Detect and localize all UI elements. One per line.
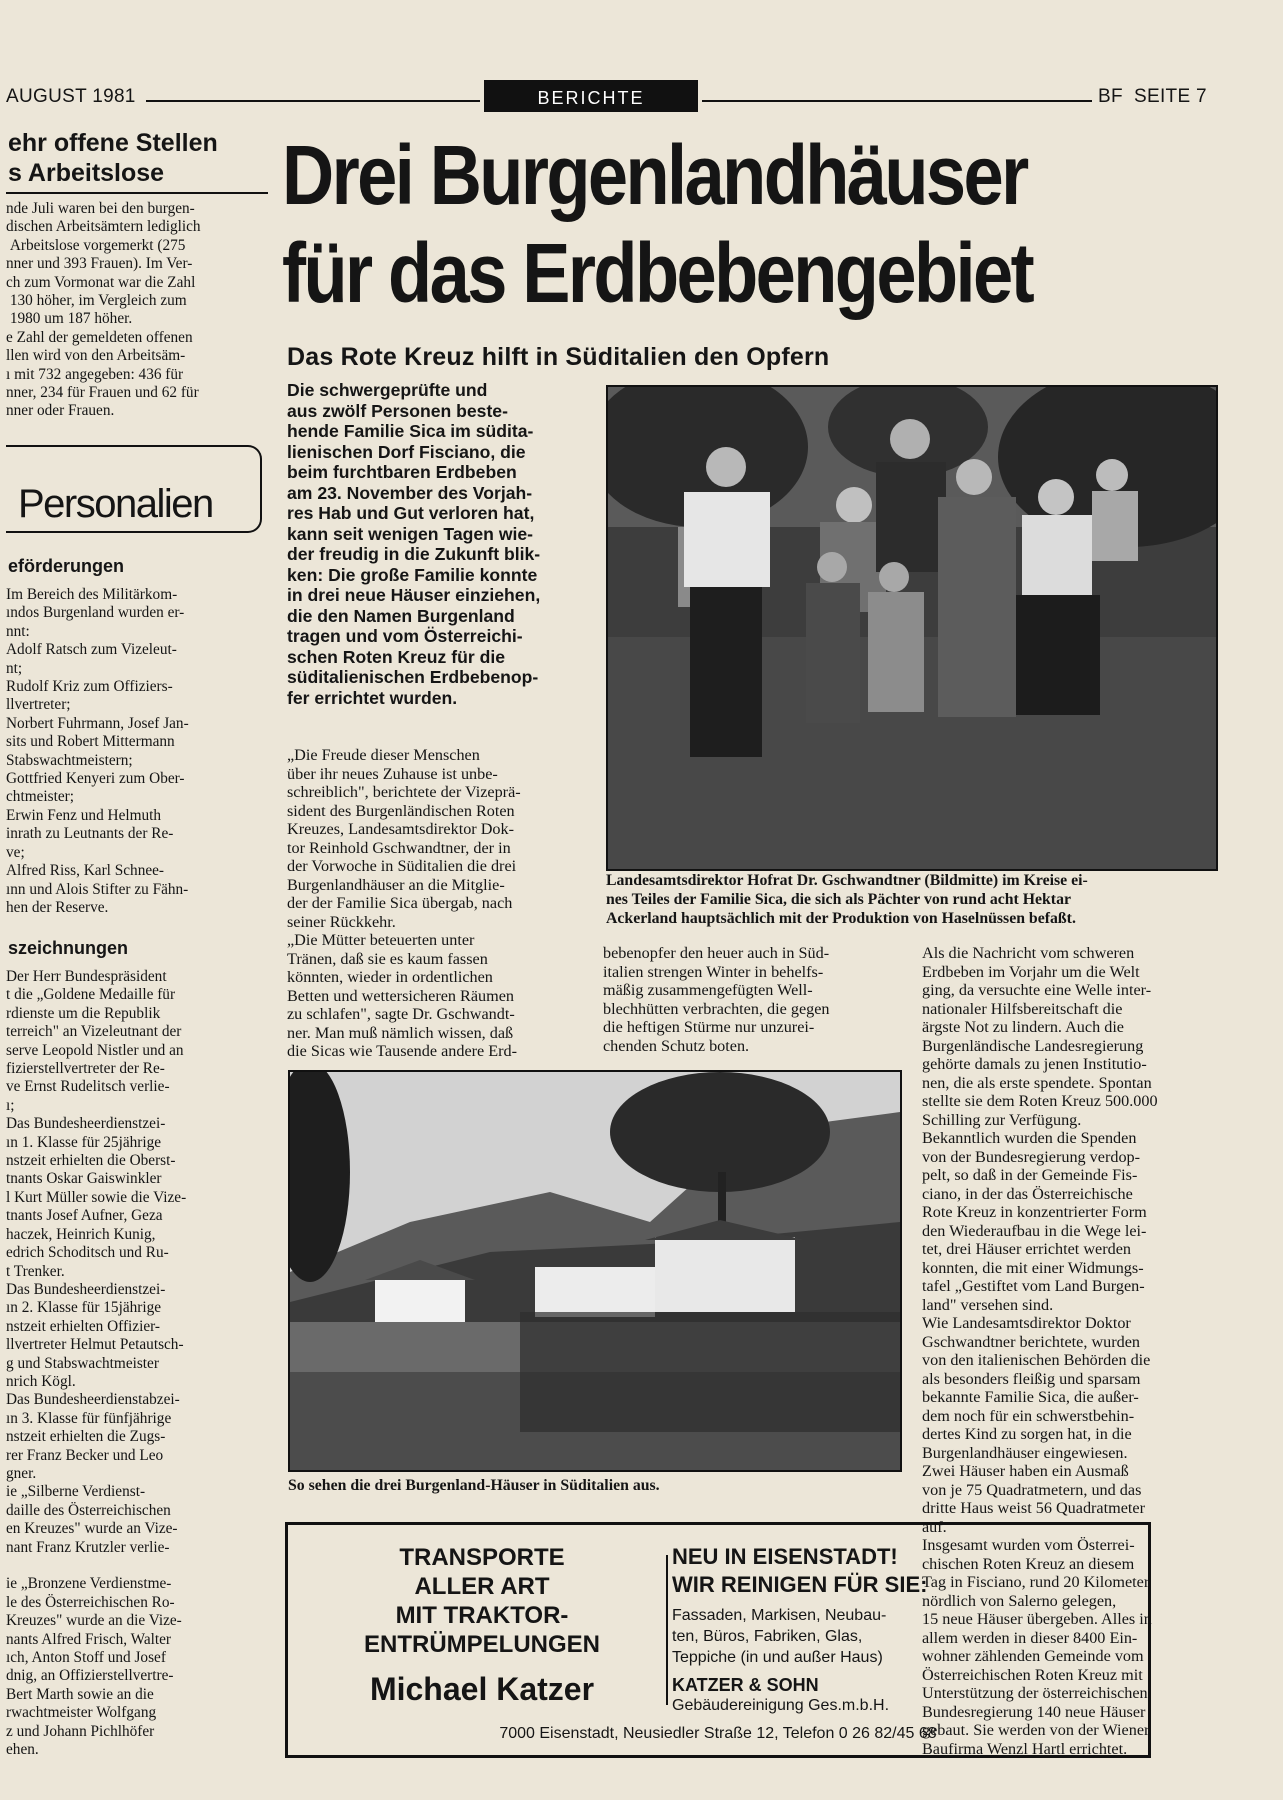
text-line: en Kreuzes" wurde an Vize- <box>6 1520 178 1538</box>
text-line: Das Bundesheerdienstzei- <box>6 1280 166 1298</box>
text-line: der der Familie Sica übergab, nach <box>287 894 513 912</box>
family-photo-image <box>608 387 1216 869</box>
text-line: ın 2. Klasse für 15jährige <box>6 1299 162 1317</box>
ad-line: MIT TRAKTOR- <box>395 1602 569 1629</box>
text-line: Wie Landesamtsdirektor Doktor <box>922 1314 1131 1332</box>
masthead-rule-right <box>702 100 1092 102</box>
houses-photo <box>288 1070 902 1472</box>
text-line: gebaut. Sie werden von der Wiener <box>922 1721 1150 1739</box>
text-line: schen Roten Kreuz für die <box>287 646 505 667</box>
text-line: nnt: <box>6 622 30 640</box>
text-line: Österreichischen Roten Kreuz mit <box>922 1665 1143 1684</box>
text-line: tnants Oskar Gaiswinkler <box>6 1170 162 1188</box>
text-line: Tränen, daß sie es kaum fassen <box>287 949 488 968</box>
text-line: g und Stabswachtmeister <box>6 1354 159 1372</box>
text-line: konnten, die mit einer Widmungs- <box>922 1258 1144 1277</box>
text-line: Erdbeben im Vorjahr um die Welt <box>922 962 1140 981</box>
ad-address: 7000 Eisenstadt, Neusiedler Straße 12, Telefon 0 26 82/45 68 <box>499 1725 937 1742</box>
text-line: ehen. <box>6 1741 39 1759</box>
text-line: tnants Josef Aufner, Geza <box>6 1207 163 1225</box>
text-line: in drei neue Häuser einziehen, <box>287 585 541 605</box>
text-line: chischen Roten Kreuz an diesem <box>922 1554 1135 1573</box>
sidebar-news-title <box>8 128 218 188</box>
text-line: seiner Rückkehr. <box>287 912 396 931</box>
text-line: wohner zählenden Gemeinde vom <box>922 1647 1144 1665</box>
text-line: serve Leopold Nistler und an <box>6 1041 184 1059</box>
text-line: nrich Kögl. <box>6 1372 76 1390</box>
text-line: Alfred Riss, Karl Schnee- <box>6 862 165 880</box>
text-line: „Die Freude dieser Menschen <box>287 746 480 764</box>
text-line: ie „Bronzene Verdienstme- <box>6 1575 172 1593</box>
sidebar-news-title-line: ehr offene Stellen <box>8 129 218 157</box>
sidebar-news-body <box>6 200 268 421</box>
text-line: Als die Nachricht vom schweren <box>922 944 1135 962</box>
text-line: aus zwölf Personen beste- <box>287 400 508 421</box>
text-line: inrath zu Leutnants der Re- <box>6 825 174 843</box>
text-line: ınn und Alois Stifter zu Fähn- <box>6 880 189 898</box>
text-line: dertes Kind zu sorgen hat, in die <box>922 1425 1132 1443</box>
text-line: nant Franz Krutzler verlie- <box>6 1538 170 1556</box>
text-line: allem werden in dieser 8400 Ein- <box>922 1628 1138 1647</box>
text-line: sident des Burgenländischen Roten <box>287 801 515 820</box>
masthead-rule-left <box>146 100 480 102</box>
text-line: Erwin Fenz und Helmuth <box>6 806 162 824</box>
text-line: Baufirma Wenzl Hartl errichtet. <box>922 1739 1128 1758</box>
text-line: Stabswachtmeistern; <box>6 751 133 769</box>
text-line: von der Bundesregierung verdop- <box>922 1147 1141 1166</box>
text-line: ı mit 732 angegeben: 436 für <box>6 365 184 383</box>
text-line: Tag in Fisciano, rund 20 Kilometer <box>922 1573 1150 1591</box>
text-line: llvertreter Helmut Petautsch- <box>6 1336 184 1354</box>
personalien-body <box>6 968 264 1759</box>
ad-line: ENTRÜMPELUNGEN <box>363 1631 600 1658</box>
text-line: Das Bundesheerdienstabzei- <box>6 1391 180 1409</box>
personalien-body <box>6 586 264 917</box>
text-line: ner. Man muß nämlich wissen, daß <box>287 1023 514 1042</box>
text-line: die den Namen Burgenland <box>287 605 515 626</box>
text-line: ın 3. Klasse für fünfjährige <box>6 1409 172 1427</box>
page-number: BF SEITE 7 <box>1098 86 1207 107</box>
text-line: die Sicas wie Tausende andere Erd- <box>287 1042 518 1060</box>
text-line: rer Franz Becker und Leo <box>6 1446 164 1464</box>
ad-transport-text <box>302 1543 662 1659</box>
text-line: pelt, so daß in der Gemeinde Fis- <box>922 1166 1138 1184</box>
text-line: 15 neue Häuser übergeben. Alles in <box>922 1610 1152 1628</box>
text-line: Gschwandtner berichtete, wurden <box>922 1332 1140 1351</box>
text-line: e Zahl der gemeldeten offenen <box>6 328 193 346</box>
article-column <box>603 944 903 1055</box>
text-line: Burgenlandhäuser an die Mitglie- <box>287 875 505 894</box>
text-line: beim furchtbaren Erdbeben <box>287 462 517 482</box>
text-line: ie „Silberne Verdienst- <box>6 1483 146 1501</box>
text-line: dritte Haus weist 56 Quadratmeter <box>922 1499 1145 1517</box>
text-line: chenden Schutz boten. <box>603 1036 750 1055</box>
text-line: Zwei Häuser haben ein Ausmaß <box>922 1462 1129 1480</box>
text-line: daille des Österreichischen <box>6 1501 171 1519</box>
text-line: nördlich von Salerno gelegen, <box>922 1591 1117 1610</box>
text-line: ciano, in der das Österreichische <box>922 1184 1133 1203</box>
text-line: lienischen Dorf Fisciano, die <box>287 441 526 462</box>
text-line: edrich Schoditsch und Ru- <box>6 1244 169 1262</box>
text-line: 130 höher, im Vergleich zum <box>6 292 187 310</box>
ad-line: Teppiche (in und außer Haus) <box>672 1649 883 1666</box>
sidebar-news-title-line: s Arbeitslose <box>8 159 165 187</box>
text-line: rdienste um die Republik <box>6 1004 161 1022</box>
text-line: 1980 um 187 höher. <box>6 310 133 328</box>
article-column <box>287 746 584 1061</box>
text-line: sits und Robert Mittermann <box>6 733 175 751</box>
text-line: land" versehen sind. <box>922 1295 1054 1314</box>
text-line: Rudolf Kriz zum Offiziers- <box>6 678 173 696</box>
text-line: könnten, wieder in ordentlichen <box>287 968 493 986</box>
text-line: t Trenker. <box>6 1262 65 1280</box>
ad-line: ten, Büros, Fabriken, Glas, <box>672 1628 863 1645</box>
ad-cleaning-head <box>640 1543 1102 1599</box>
text-line: fer errichtet wurden. <box>287 687 458 708</box>
text-line: Im Bereich des Militärkom- <box>6 586 178 603</box>
text-line: Kreuzes" wurde an die Vize- <box>6 1612 182 1630</box>
text-line: die heftigen Stürme nur unzurei- <box>603 1018 815 1036</box>
text-line: von den italienischen Behörden die <box>922 1351 1151 1369</box>
personalien-title: Personalien <box>14 482 217 527</box>
text-line: Gottfried Kenyeri zum Ober- <box>6 770 185 788</box>
caption-line: Ackerland hauptsächlich mit der Produktion von Haselnüssen befaßt. <box>606 910 1076 927</box>
text-line: am 23. November des Vorjah- <box>287 482 533 503</box>
text-line: Adolf Ratsch zum Vizeleut- <box>6 641 177 659</box>
text-line: tafel „Gestiftet vom Land Burgen- <box>922 1277 1145 1295</box>
personalien-subhead: eförderungen <box>8 556 125 576</box>
text-line: Das Bundesheerdienstzei- <box>6 1115 166 1133</box>
text-line: dischen Arbeitsämtern lediglich <box>6 218 201 236</box>
text-line: ın 1. Klasse für 25jährige <box>6 1133 162 1151</box>
text-line: nen, die als erste spendete. Spontan <box>922 1073 1152 1092</box>
text-line: Schilling zur Verfügung. <box>922 1110 1082 1129</box>
personalien-subhead: szeichnungen <box>8 938 129 958</box>
text-line: dnig, an Offizierstellvertre- <box>6 1667 174 1685</box>
text-line: nationaler Hilfsbereitschaft die <box>922 999 1123 1018</box>
text-line: Betten und wettersicheren Räumen <box>287 986 514 1005</box>
ad-line: ALLER ART <box>414 1573 550 1600</box>
text-line: Kreuzes, Landesamtsdirektor Dok- <box>287 820 514 838</box>
text-line: Rote Kreuz in konzentrierter Form <box>922 1203 1147 1221</box>
text-line: dem noch für ein schwerstbehin- <box>922 1406 1135 1425</box>
headline <box>282 126 1090 322</box>
text-line: Bekanntlich wurden die Spenden <box>922 1129 1137 1147</box>
text-line: haczek, Heinrich Kunig, <box>6 1225 156 1243</box>
text-line: nner und 393 Frauen). Im Ver- <box>6 255 193 273</box>
text-line: le des Österreichischen Ro- <box>6 1593 175 1611</box>
family-photo <box>606 385 1218 871</box>
text-line: fizierstellvertreter der Re- <box>6 1060 165 1078</box>
text-line: den Wiederaufbau in die Wege lei- <box>922 1221 1147 1240</box>
text-line: kann seit wenigen Tagen wie- <box>287 523 534 544</box>
text-line: nde Juli waren bei den burgen- <box>6 200 195 217</box>
text-line: nner oder Frauen. <box>6 402 115 420</box>
ad-line: NEU IN EISENSTADT! <box>672 1544 898 1569</box>
text-line: ve Ernst Rudelitsch verlie- <box>6 1078 170 1096</box>
text-line: hen der Reserve. <box>6 898 109 916</box>
text-line: Bert Marth sowie an die <box>6 1685 154 1703</box>
caption-line: Landesamtsdirektor Hofrat Dr. Gschwandtner (Bildmitte) im Kreise ei- <box>606 872 1088 889</box>
houses-photo-image <box>290 1072 900 1470</box>
text-line: nstzeit erhielten die Zugs- <box>6 1428 166 1446</box>
advertisement <box>285 1522 1151 1758</box>
text-line: Norbert Fuhrmann, Josef Jan- <box>6 714 189 732</box>
text-line: ging, da versuchte eine Welle inter- <box>922 981 1152 999</box>
subheadline: Das Rote Kreuz hilft in Süditalien den Opfern <box>287 343 830 371</box>
text-line: Der Herr Bundespräsident <box>6 968 167 985</box>
ad-cleaning-body <box>672 1605 972 1668</box>
text-line: nstzeit erhielten die Oberst- <box>6 1152 176 1170</box>
photo-caption: So sehen die drei Burgenland-Häuser in Süditalien aus. <box>288 1477 660 1494</box>
ad-name: Michael Katzer <box>369 1671 595 1707</box>
text-line: Arbeitslose vorgemerkt (275 <box>6 236 186 254</box>
text-line: ch zum Vormonat war die Zahl <box>6 273 196 291</box>
text-line: gehörte damals zu jenen Institutio- <box>922 1055 1147 1073</box>
text-line: tragen und vom Österreichi- <box>287 626 523 646</box>
text-line: süditalienischen Erdbebenop- <box>287 667 539 687</box>
caption-line: nes Teiles der Familie Sica, die sich als Pächter von rund acht Hektar <box>606 891 1071 908</box>
photo-caption <box>606 871 1226 928</box>
text-line: terreich" an Vizeleutnant der <box>6 1023 182 1041</box>
text-line: Bundesregierung 140 neue Häuser <box>922 1702 1146 1721</box>
text-line: Unterstützung der österreichischen <box>922 1684 1148 1702</box>
text-line: ındos Burgenland wurden er- <box>6 604 185 622</box>
text-line: z und Johann Pichlhöfer <box>6 1722 155 1740</box>
text-line: ıch, Anton Stoff und Josef <box>6 1649 166 1667</box>
text-line: llen wird von den Arbeitsäm- <box>6 347 186 365</box>
ad-company: KATZER & SOHN <box>672 1675 819 1695</box>
article-lead <box>287 380 584 708</box>
sidebar-rule <box>6 192 268 194</box>
text-line: Burgenländische Landesregierung <box>922 1036 1144 1055</box>
text-line: nants Alfred Frisch, Walter <box>6 1630 172 1648</box>
headline-line: Drei Burgenlandhäuser <box>282 128 1027 222</box>
section-label: BERICHTE <box>484 80 698 112</box>
text-line: zu schlafen", sagte Dr. Gschwandt- <box>287 1005 515 1023</box>
text-line: gner. <box>6 1464 37 1482</box>
text-line: Insgesamt wurden vom Österrei- <box>922 1536 1135 1554</box>
text-line: llvertreter; <box>6 696 71 714</box>
text-line: über ihr neues Zuhause ist unbe- <box>287 764 498 783</box>
text-line: bebenopfer den heuer auch in Süd- <box>603 944 830 962</box>
text-line: ve; <box>6 843 25 861</box>
text-line: nstzeit erhielten Offizier- <box>6 1317 161 1335</box>
text-line: ken: Die große Familie konnte <box>287 564 538 585</box>
text-line: Die schwergeprüfte und <box>287 380 488 400</box>
text-line: italien strengen Winter in behelfs- <box>603 962 824 981</box>
text-line: blechhütten verbrachten, die gegen <box>603 999 830 1018</box>
issue-date: AUGUST 1981 <box>6 86 136 107</box>
ad-company-sub: Gebäudereinigung Ges.m.b.H. <box>672 1697 890 1714</box>
text-line: Burgenlandhäuser eingewiesen. <box>922 1443 1128 1462</box>
text-line: der Vorwoche in Süditalien die drei <box>287 857 517 875</box>
text-line: tor Reinhold Gschwandtner, der in <box>287 838 511 857</box>
ad-line: WIR REINIGEN FÜR SIE: <box>672 1572 928 1597</box>
ad-line: TRANSPORTE <box>399 1544 565 1571</box>
text-line: „Die Mütter beteuerten unter <box>287 931 475 949</box>
headline-line: für das Erdbebengebiet <box>282 226 1033 320</box>
text-line: ı; <box>6 1096 15 1114</box>
text-line: von je 75 Quadratmetern, und das <box>922 1480 1142 1499</box>
text-line: rwachtmeister Wolfgang <box>6 1704 157 1722</box>
text-line: tet, drei Häuser errichtet werden <box>922 1240 1131 1258</box>
text-line: als besonders fleißig und sparsam <box>922 1369 1141 1388</box>
text-line <box>6 1557 264 1575</box>
text-line: nner, 234 für Frauen und 62 für <box>6 384 199 402</box>
text-line: ärgste Not zu lindern. Auch die <box>922 1018 1124 1036</box>
text-line: stellte sie dem Roten Kreuz 500.000 <box>922 1092 1158 1110</box>
text-line: l Kurt Müller sowie die Vize- <box>6 1188 187 1206</box>
text-line: mäßig zusammengefügten Well- <box>603 981 813 999</box>
text-line: der freudig in die Zukunft blik- <box>287 544 541 564</box>
ad-line: Fassaden, Markisen, Neubau- <box>672 1607 887 1624</box>
text-line: res Hab und Gut verloren hat, <box>287 503 535 523</box>
text-line: t die „Goldene Medaille für <box>6 986 176 1004</box>
text-line: auf. <box>922 1517 947 1536</box>
text-line: chtmeister; <box>6 788 74 806</box>
text-line: hende Familie Sica im südita- <box>287 421 534 441</box>
text-line: bekannte Familie Sica, die außer- <box>922 1388 1139 1406</box>
text-line: schreiblich", berichtete der Vizeprä- <box>287 783 521 801</box>
text-line: nt; <box>6 659 23 677</box>
